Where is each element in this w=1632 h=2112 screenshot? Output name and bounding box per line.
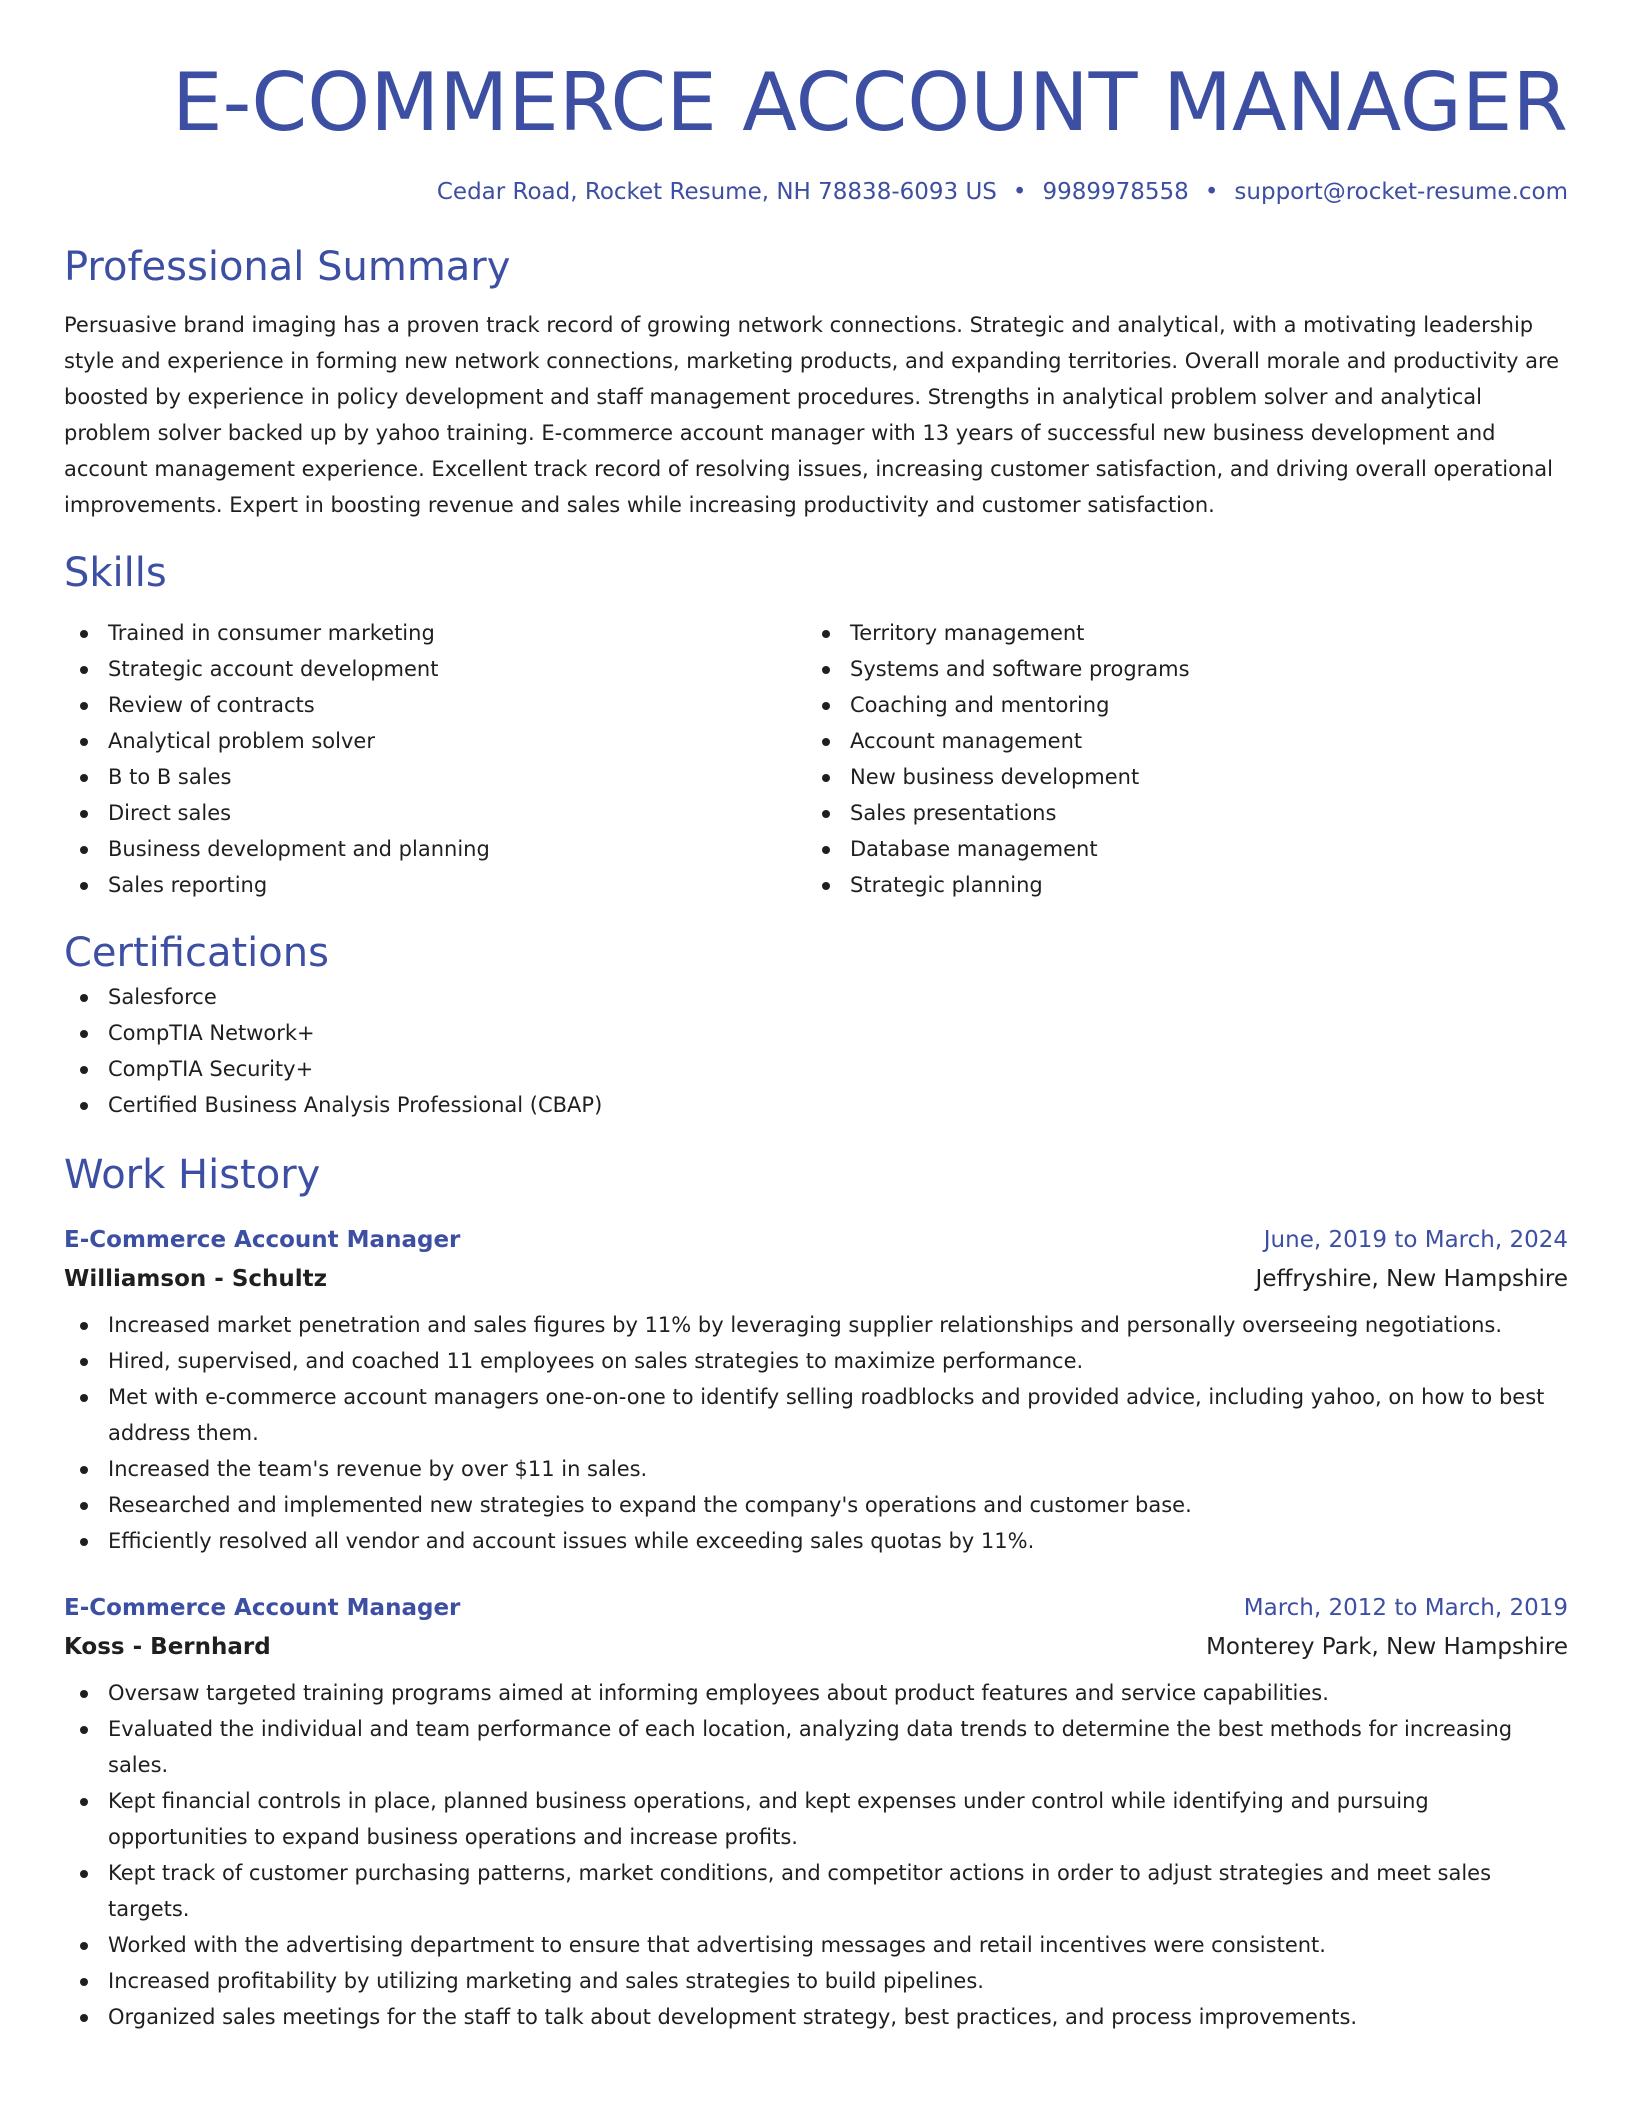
skill-item: Sales presentations	[806, 795, 1548, 831]
skill-item: Review of contracts	[64, 687, 806, 723]
job-bullet: Met with e-commerce account managers one-on-one to identify selling roadblocks and provided advice, including yahoo, on how to best address them.	[64, 1379, 1568, 1451]
contact-line	[64, 176, 1568, 208]
skills-list	[64, 615, 1568, 903]
job-dates: June, 2019 to March, 2024	[1263, 1227, 1568, 1253]
job-bullet: Increased the team's revenue by over $11 in sales.	[64, 1451, 1568, 1487]
contact-phone: 9989978558	[1042, 179, 1189, 205]
certification-item: CompTIA Security+	[64, 1051, 1568, 1087]
contact-address: Cedar Road, Rocket Resume, NH 78838-6093 US	[436, 179, 997, 205]
contact-separator: •	[1204, 179, 1219, 205]
certification-item: Salesforce	[64, 979, 1568, 1015]
skill-item: Strategic account development	[64, 651, 806, 687]
resume-page	[64, 0, 1568, 2035]
work-history-heading: Work History	[64, 1152, 321, 1198]
skill-item: New business development	[806, 759, 1548, 795]
summary-text: Persuasive brand imaging has a proven track record of growing network connections. Strategic and analytical, with a motivating leadership style and experience in forming new network connections, marketing products, and expanding territories. Overall morale and productivity are boosted by experience in policy development and staff management procedures. Strengths in analytical problem solver and analytical problem solver backed up by yahoo training. E-commerce account manager with 13 years of successful new business development and account management experience. Excellent track record of resolving issues, increasing customer satisfaction, and driving overall operational improvements. Expert in boosting revenue and sales while increasing productivity and customer satisfaction.	[64, 313, 1560, 517]
job-dates: March, 2012 to March, 2019	[1243, 1595, 1568, 1621]
skill-item: Systems and software programs	[806, 651, 1548, 687]
job-bullet: Hired, supervised, and coached 11 employees on sales strategies to maximize performance.	[64, 1343, 1568, 1379]
job-header-row	[64, 1589, 1568, 1627]
job-entry	[64, 1221, 1568, 1559]
job-bullet: Kept financial controls in place, planned business operations, and kept expenses under control while identifying and pursuing opportunities to expand business operations and increase profits.	[64, 1783, 1568, 1855]
skills-column-right	[806, 615, 1548, 903]
skill-item: Territory management	[806, 615, 1548, 651]
job-bullet: Organized sales meetings for the staff to talk about development strategy, best practices, and process improvements.	[64, 1999, 1568, 2035]
job-bullet: Oversaw targeted training programs aimed at informing employees about product features and service capabilities.	[64, 1675, 1568, 1711]
job-role: E-Commerce Account Manager	[64, 1227, 461, 1253]
certification-item: CompTIA Network+	[64, 1015, 1568, 1051]
job-bullet: Worked with the advertising department to ensure that advertising messages and retail incentives were consistent.	[64, 1927, 1568, 1963]
certifications-heading: Certifications	[64, 930, 329, 976]
job-bullets	[64, 1675, 1568, 2035]
job-bullet: Researched and implemented new strategies to expand the company's operations and customer base.	[64, 1487, 1568, 1523]
job-location: Monterey Park, New Hampshire	[1206, 1634, 1568, 1660]
job-company: Koss - Bernhard	[64, 1634, 271, 1660]
job-bullets	[64, 1307, 1568, 1559]
job-role: E-Commerce Account Manager	[64, 1595, 461, 1621]
job-bullet: Kept track of customer purchasing patterns, market conditions, and competitor actions in order to adjust strategies and meet sales targets.	[64, 1855, 1568, 1927]
job-location: Jeffryshire, New Hampshire	[1255, 1266, 1568, 1292]
skill-item: Strategic planning	[806, 867, 1548, 903]
skill-item: Analytical problem solver	[64, 723, 806, 759]
skill-item: Sales reporting	[64, 867, 806, 903]
job-company-row	[64, 1627, 1568, 1667]
job-bullet: Evaluated the individual and team performance of each location, analyzing data trends to determine the best methods for increasing sales.	[64, 1711, 1568, 1783]
skill-item: Business development and planning	[64, 831, 806, 867]
job-bullet: Efficiently resolved all vendor and account issues while exceeding sales quotas by 11%.	[64, 1523, 1568, 1559]
skills-heading: Skills	[64, 550, 167, 596]
summary-heading: Professional Summary	[64, 244, 511, 290]
skill-item: Account management	[806, 723, 1548, 759]
contact-email: support@rocket-resume.com	[1234, 179, 1568, 205]
job-header-row	[64, 1221, 1568, 1259]
contact-separator: •	[1012, 179, 1027, 205]
job-bullet: Increased profitability by utilizing marketing and sales strategies to build pipelines.	[64, 1963, 1568, 1999]
skill-item: Trained in consumer marketing	[64, 615, 806, 651]
job-company-row	[64, 1259, 1568, 1299]
skill-item: Database management	[806, 831, 1548, 867]
certifications-list	[64, 979, 1568, 1123]
skill-item: B to B sales	[64, 759, 806, 795]
skill-item: Coaching and mentoring	[806, 687, 1548, 723]
job-entry	[64, 1589, 1568, 2035]
skills-column-left	[64, 615, 806, 903]
resume-title: E-COMMERCE ACCOUNT MANAGER	[171, 56, 1568, 149]
job-company: Williamson - Schultz	[64, 1266, 328, 1292]
skill-item: Direct sales	[64, 795, 806, 831]
certification-item: Certified Business Analysis Professional (CBAP)	[64, 1087, 1568, 1123]
job-bullet: Increased market penetration and sales figures by 11% by leveraging supplier relationships and personally overseeing negotiations.	[64, 1307, 1568, 1343]
